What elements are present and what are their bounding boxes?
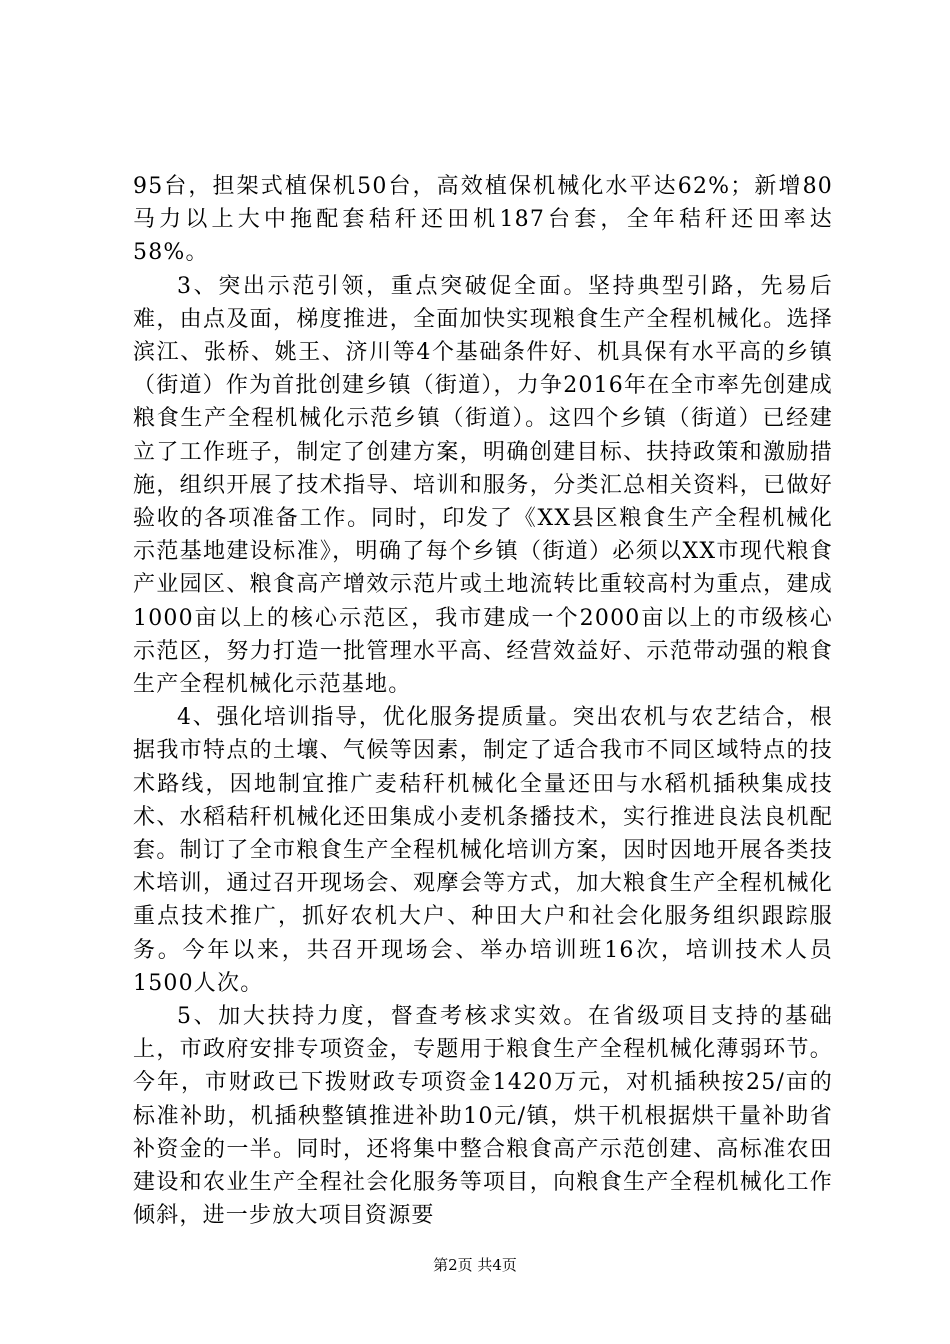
page-footer: 第2页 共4页: [433, 1256, 517, 1274]
paragraph-item-5: 5、加大扶持力度，督查考核求实效。在省级项目支持的基础上，市政府安排专项资金，专题用于粮食生产全程机械化薄弱环节。今年，市财政已下拨财政专项资金1420万元，对机插秧按25/亩的标准补助，机插秧整镇推进补助10元/镇，烘干机根据烘干量补助省补资金的一半。同时，还将集中整合粮食高产示范创建、高标准农田建设和农业生产全程社会化服务等项目，向粮食生产全程机械化工作倾斜，进一步放大项目资源要: [133, 1004, 833, 1229]
document-body: [133, 170, 833, 1233]
paragraph-continuation: 95台，担架式植保机50台，高效植保机械化水平达62%；新增80马力以上大中拖配套秸秆还田机187台套，全年秸秆还田率达58%。: [133, 174, 833, 266]
paragraph-item-4: 4、强化培训指导，优化服务提质量。突出农机与农艺结合，根据我市特点的土壤、气候等因素，制定了适合我市不同区域特点的技术路线，因地制宜推广麦秸秆机械化全量还田与水稻机插秧集成技术、水稻秸秆机械化还田集成小麦机条播技术，实行推进良法良机配套。制订了全市粮食生产全程机械化培训方案，因时因地开展各类技术培训，通过召开现场会、观摩会等方式，加大粮食生产全程机械化重点技术推广，抓好农机大户、种田大户和社会化服务组织跟踪服务。今年以来，共召开现场会、举办培训班16次，培训技术人员1500人次。: [133, 705, 833, 996]
paragraph-item-3: 3、突出示范引领，重点突破促全面。坚持典型引路，先易后难，由点及面，梯度推进，全面加快实现粮食生产全程机械化。选择滨江、张桥、姚王、济川等4个基础条件好、机具保有水平高的乡镇（街道）作为首批创建乡镇（街道），力争2016年在全市率先创建成粮食生产全程机械化示范乡镇（街道）。这四个乡镇（街道）已经建立了工作班子，制定了创建方案，明确创建目标、扶持政策和激励措施，组织开展了技术指导、培训和服务，分类汇总相关资料，已做好验收的各项准备工作。同时，印发了《XX县区粮食生产全程机械化示范基地建设标准》，明确了每个乡镇（街道）必须以XX市现代粮食产业园区、粮食高产增效示范片或土地流转比重较高村为重点，建成1000亩以上的核心示范区，我市建成一个2000亩以上的市级核心示范区，努力打造一批管理水平高、经营效益好、示范带动强的粮食生产全程机械化示范基地。: [133, 273, 833, 698]
